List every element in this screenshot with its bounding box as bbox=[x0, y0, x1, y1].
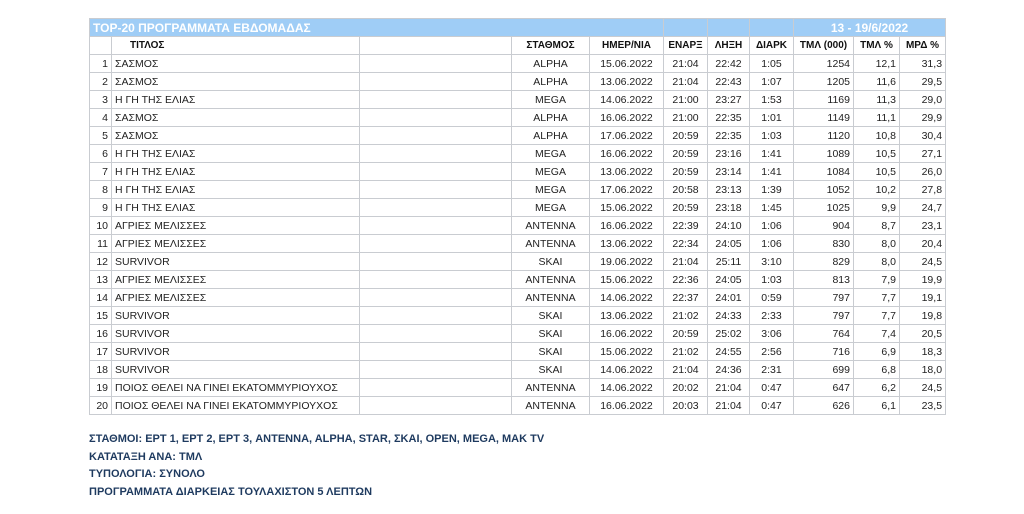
cell-start: 21:02 bbox=[664, 343, 708, 361]
cell-blank bbox=[360, 199, 512, 217]
cell-end: 24:05 bbox=[708, 235, 750, 253]
cell-mrd-pct: 19,1 bbox=[900, 289, 946, 307]
cell-blank bbox=[360, 271, 512, 289]
table-row bbox=[90, 343, 946, 361]
cell-date: 16.06.2022 bbox=[590, 325, 664, 343]
cell-blank bbox=[360, 127, 512, 145]
cell-mrd-pct: 23,5 bbox=[900, 397, 946, 415]
cell-tml-pct: 10,5 bbox=[854, 145, 900, 163]
cell-rank: 18 bbox=[90, 361, 112, 379]
cell-start: 21:02 bbox=[664, 307, 708, 325]
cell-rank: 6 bbox=[90, 145, 112, 163]
cell-rank: 17 bbox=[90, 343, 112, 361]
cell-rank: 14 bbox=[90, 289, 112, 307]
cell-rank: 10 bbox=[90, 217, 112, 235]
table-row bbox=[90, 109, 946, 127]
cell-tml-pct: 11,1 bbox=[854, 109, 900, 127]
cell-tml-pct: 7,4 bbox=[854, 325, 900, 343]
cell-tml-pct: 7,9 bbox=[854, 271, 900, 289]
cell-mrd-pct: 27,8 bbox=[900, 181, 946, 199]
cell-start: 20:02 bbox=[664, 379, 708, 397]
cell-duration: 0:47 bbox=[750, 379, 794, 397]
cell-end: 23:27 bbox=[708, 91, 750, 109]
cell-end: 24:33 bbox=[708, 307, 750, 325]
cell-end: 25:02 bbox=[708, 325, 750, 343]
cell-station: SKAI bbox=[512, 361, 590, 379]
cell-blank bbox=[360, 343, 512, 361]
header-tml-pct: ΤΜΛ % bbox=[854, 37, 900, 55]
note-duration: ΠΡΟΓΡΑΜΜΑΤΑ ΔΙΑΡΚΕΙΑΣ ΤΟΥΛΑΧΙΣΤΟΝ 5 ΛΕΠΤΩΝ bbox=[89, 485, 373, 498]
cell-tml-000: 904 bbox=[794, 217, 854, 235]
cell-blank bbox=[360, 379, 512, 397]
header-title: ΤΙΤΛΟΣ bbox=[112, 37, 360, 55]
cell-duration: 2:33 bbox=[750, 307, 794, 325]
cell-duration: 3:10 bbox=[750, 253, 794, 271]
cell-tml-000: 1025 bbox=[794, 199, 854, 217]
cell-start: 22:39 bbox=[664, 217, 708, 235]
cell-start: 20:58 bbox=[664, 181, 708, 199]
cell-station: SKAI bbox=[512, 343, 590, 361]
table-row bbox=[90, 289, 946, 307]
table-row bbox=[90, 397, 946, 415]
table-row bbox=[90, 73, 946, 91]
cell-date: 17.06.2022 bbox=[590, 127, 664, 145]
note-stations: ΣΤΑΘΜΟΙ: ΕΡΤ 1, ΕΡΤ 2, ΕΡΤ 3, ANTENNA, ALPHA, STAR, ΣΚΑΙ, OPEN, MEGA, MAK TV bbox=[89, 433, 545, 445]
cell-end: 23:16 bbox=[708, 145, 750, 163]
cell-rank: 20 bbox=[90, 397, 112, 415]
table-row bbox=[90, 181, 946, 199]
cell-mrd-pct: 18,3 bbox=[900, 343, 946, 361]
cell-rank: 9 bbox=[90, 199, 112, 217]
cell-station: SKAI bbox=[512, 325, 590, 343]
cell-start: 21:04 bbox=[664, 361, 708, 379]
cell-mrd-pct: 31,3 bbox=[900, 55, 946, 73]
cell-tml-000: 829 bbox=[794, 253, 854, 271]
table-row bbox=[90, 199, 946, 217]
table-row bbox=[90, 253, 946, 271]
cell-blank bbox=[360, 253, 512, 271]
cell-date: 13.06.2022 bbox=[590, 307, 664, 325]
cell-date: 14.06.2022 bbox=[590, 289, 664, 307]
cell-blank bbox=[360, 217, 512, 235]
cell-tml-pct: 8,0 bbox=[854, 235, 900, 253]
cell-duration: 1:53 bbox=[750, 91, 794, 109]
table-row bbox=[90, 55, 946, 73]
cell-title: ΣΑΣΜΟΣ bbox=[112, 127, 360, 145]
cell-rank: 2 bbox=[90, 73, 112, 91]
cell-tml-pct: 11,3 bbox=[854, 91, 900, 109]
header-rank bbox=[90, 37, 112, 55]
cell-date: 14.06.2022 bbox=[590, 379, 664, 397]
cell-title: Η ΓΗ ΤΗΣ ΕΛΙΑΣ bbox=[112, 163, 360, 181]
cell-tml-pct: 6,1 bbox=[854, 397, 900, 415]
cell-rank: 3 bbox=[90, 91, 112, 109]
cell-blank bbox=[360, 145, 512, 163]
cell-title: ΣΑΣΜΟΣ bbox=[112, 55, 360, 73]
cell-rank: 11 bbox=[90, 235, 112, 253]
cell-mrd-pct: 24,7 bbox=[900, 199, 946, 217]
cell-duration: 1:39 bbox=[750, 181, 794, 199]
cell-date: 15.06.2022 bbox=[590, 199, 664, 217]
cell-date: 13.06.2022 bbox=[590, 163, 664, 181]
cell-title: ΣΑΣΜΟΣ bbox=[112, 73, 360, 91]
cell-title: SURVIVOR bbox=[112, 361, 360, 379]
cell-station: SKAI bbox=[512, 307, 590, 325]
cell-tml-pct: 10,8 bbox=[854, 127, 900, 145]
cell-title: ΑΓΡΙΕΣ ΜΕΛΙΣΣΕΣ bbox=[112, 271, 360, 289]
cell-station: MEGA bbox=[512, 199, 590, 217]
cell-duration: 3:06 bbox=[750, 325, 794, 343]
cell-start: 22:36 bbox=[664, 271, 708, 289]
cell-title: ΑΓΡΙΕΣ ΜΕΛΙΣΣΕΣ bbox=[112, 217, 360, 235]
cell-station: MEGA bbox=[512, 163, 590, 181]
cell-title: SURVIVOR bbox=[112, 307, 360, 325]
cell-rank: 16 bbox=[90, 325, 112, 343]
table-title: TOP-20 ΠΡΟΓΡΑΜΜΑΤΑ ΕΒΔΟΜΑΔΑΣ bbox=[90, 19, 664, 37]
cell-duration: 1:45 bbox=[750, 199, 794, 217]
cell-start: 20:59 bbox=[664, 145, 708, 163]
cell-tml-000: 716 bbox=[794, 343, 854, 361]
cell-date: 16.06.2022 bbox=[590, 145, 664, 163]
cell-duration: 1:06 bbox=[750, 235, 794, 253]
header-date: ΗΜΕΡ/ΝΙΑ bbox=[590, 37, 664, 55]
cell-tml-000: 1205 bbox=[794, 73, 854, 91]
cell-mrd-pct: 24,5 bbox=[900, 379, 946, 397]
cell-mrd-pct: 26,0 bbox=[900, 163, 946, 181]
header-station: ΣΤΑΘΜΟΣ bbox=[512, 37, 590, 55]
cell-rank: 4 bbox=[90, 109, 112, 127]
cell-tml-000: 813 bbox=[794, 271, 854, 289]
cell-duration: 1:41 bbox=[750, 163, 794, 181]
cell-station: ANTENNA bbox=[512, 397, 590, 415]
cell-duration: 1:01 bbox=[750, 109, 794, 127]
cell-tml-pct: 6,2 bbox=[854, 379, 900, 397]
ratings-table bbox=[89, 18, 946, 415]
cell-start: 21:04 bbox=[664, 73, 708, 91]
cell-mrd-pct: 19,9 bbox=[900, 271, 946, 289]
cell-date: 14.06.2022 bbox=[590, 91, 664, 109]
table-row bbox=[90, 325, 946, 343]
cell-end: 24:55 bbox=[708, 343, 750, 361]
cell-station: ANTENNA bbox=[512, 217, 590, 235]
cell-duration: 0:47 bbox=[750, 397, 794, 415]
cell-title: SURVIVOR bbox=[112, 253, 360, 271]
cell-station: SKAI bbox=[512, 253, 590, 271]
cell-title: SURVIVOR bbox=[112, 343, 360, 361]
cell-title: ΠΟΙΟΣ ΘΕΛΕΙ ΝΑ ΓΙΝΕΙ ΕΚΑΤΟΜΜΥΡΙΟΥΧΟΣ bbox=[112, 379, 360, 397]
cell-title: Η ΓΗ ΤΗΣ ΕΛΙΑΣ bbox=[112, 91, 360, 109]
cell-tml-pct: 6,8 bbox=[854, 361, 900, 379]
cell-duration: 2:31 bbox=[750, 361, 794, 379]
cell-mrd-pct: 20,4 bbox=[900, 235, 946, 253]
cell-station: ANTENNA bbox=[512, 289, 590, 307]
cell-end: 24:01 bbox=[708, 289, 750, 307]
cell-end: 22:42 bbox=[708, 55, 750, 73]
table-row bbox=[90, 307, 946, 325]
cell-rank: 8 bbox=[90, 181, 112, 199]
cell-tml-000: 699 bbox=[794, 361, 854, 379]
cell-end: 24:05 bbox=[708, 271, 750, 289]
cell-start: 20:59 bbox=[664, 163, 708, 181]
cell-mrd-pct: 19,8 bbox=[900, 307, 946, 325]
cell-station: ALPHA bbox=[512, 55, 590, 73]
cell-rank: 7 bbox=[90, 163, 112, 181]
cell-end: 25:11 bbox=[708, 253, 750, 271]
cell-station: MEGA bbox=[512, 91, 590, 109]
cell-station: ANTENNA bbox=[512, 379, 590, 397]
cell-rank: 19 bbox=[90, 379, 112, 397]
cell-start: 20:59 bbox=[664, 127, 708, 145]
cell-tml-000: 1254 bbox=[794, 55, 854, 73]
cell-start: 20:03 bbox=[664, 397, 708, 415]
cell-date: 16.06.2022 bbox=[590, 397, 664, 415]
cell-blank bbox=[360, 73, 512, 91]
cell-date: 15.06.2022 bbox=[590, 343, 664, 361]
cell-end: 23:14 bbox=[708, 163, 750, 181]
cell-blank bbox=[360, 325, 512, 343]
cell-end: 24:36 bbox=[708, 361, 750, 379]
table-row bbox=[90, 163, 946, 181]
cell-mrd-pct: 20,5 bbox=[900, 325, 946, 343]
header-start: ΕΝΑΡΞ bbox=[664, 37, 708, 55]
table-row bbox=[90, 217, 946, 235]
notes-block bbox=[89, 431, 544, 501]
note-ranking: ΚΑΤΑΤΑΞΗ ΑΝΑ: ΤΜΛ bbox=[89, 450, 203, 463]
date-range: 13 - 19/6/2022 bbox=[794, 19, 946, 37]
cell-tml-pct: 8,7 bbox=[854, 217, 900, 235]
cell-end: 22:43 bbox=[708, 73, 750, 91]
cell-start: 21:00 bbox=[664, 91, 708, 109]
cell-end: 21:04 bbox=[708, 397, 750, 415]
header-mrd-pct: ΜΡΔ % bbox=[900, 37, 946, 55]
cell-end: 23:18 bbox=[708, 199, 750, 217]
cell-title: ΑΓΡΙΕΣ ΜΕΛΙΣΣΕΣ bbox=[112, 235, 360, 253]
table-title-bar bbox=[90, 19, 946, 37]
cell-title: ΠΟΙΟΣ ΘΕΛΕΙ ΝΑ ΓΙΝΕΙ ΕΚΑΤΟΜΜΥΡΙΟΥΧΟΣ bbox=[112, 397, 360, 415]
cell-duration: 0:59 bbox=[750, 289, 794, 307]
cell-blank bbox=[360, 289, 512, 307]
cell-duration: 1:05 bbox=[750, 55, 794, 73]
header-tml-000: ΤΜΛ (000) bbox=[794, 37, 854, 55]
cell-date: 15.06.2022 bbox=[590, 271, 664, 289]
table-row bbox=[90, 379, 946, 397]
cell-blank bbox=[360, 397, 512, 415]
cell-date: 14.06.2022 bbox=[590, 361, 664, 379]
cell-rank: 12 bbox=[90, 253, 112, 271]
cell-end: 22:35 bbox=[708, 109, 750, 127]
table-row bbox=[90, 271, 946, 289]
cell-tml-pct: 7,7 bbox=[854, 307, 900, 325]
header-blank bbox=[360, 37, 512, 55]
cell-date: 17.06.2022 bbox=[590, 181, 664, 199]
cell-mrd-pct: 23,1 bbox=[900, 217, 946, 235]
cell-end: 23:13 bbox=[708, 181, 750, 199]
cell-mrd-pct: 18,0 bbox=[900, 361, 946, 379]
cell-blank bbox=[360, 91, 512, 109]
cell-date: 16.06.2022 bbox=[590, 109, 664, 127]
table-row bbox=[90, 235, 946, 253]
cell-title: ΑΓΡΙΕΣ ΜΕΛΙΣΣΕΣ bbox=[112, 289, 360, 307]
cell-station: ANTENNA bbox=[512, 271, 590, 289]
cell-mrd-pct: 24,5 bbox=[900, 253, 946, 271]
cell-title: Η ΓΗ ΤΗΣ ΕΛΙΑΣ bbox=[112, 199, 360, 217]
cell-tml-000: 1089 bbox=[794, 145, 854, 163]
cell-title: ΣΑΣΜΟΣ bbox=[112, 109, 360, 127]
cell-tml-000: 1149 bbox=[794, 109, 854, 127]
table-header-row bbox=[90, 37, 946, 55]
cell-blank bbox=[360, 235, 512, 253]
cell-tml-000: 797 bbox=[794, 307, 854, 325]
cell-blank bbox=[360, 55, 512, 73]
cell-mrd-pct: 29,9 bbox=[900, 109, 946, 127]
cell-mrd-pct: 29,0 bbox=[900, 91, 946, 109]
cell-duration: 1:07 bbox=[750, 73, 794, 91]
cell-rank: 1 bbox=[90, 55, 112, 73]
cell-tml-000: 1052 bbox=[794, 181, 854, 199]
cell-duration: 1:06 bbox=[750, 217, 794, 235]
cell-blank bbox=[360, 307, 512, 325]
cell-date: 13.06.2022 bbox=[590, 235, 664, 253]
cell-tml-000: 764 bbox=[794, 325, 854, 343]
cell-tml-pct: 8,0 bbox=[854, 253, 900, 271]
note-typology: ΤΥΠΟΛΟΓΙΑ: ΣΥΝΟΛΟ bbox=[89, 468, 205, 480]
cell-start: 21:00 bbox=[664, 109, 708, 127]
table-row bbox=[90, 361, 946, 379]
cell-tml-pct: 6,9 bbox=[854, 343, 900, 361]
cell-blank bbox=[360, 181, 512, 199]
cell-station: MEGA bbox=[512, 181, 590, 199]
cell-station: ANTENNA bbox=[512, 235, 590, 253]
cell-mrd-pct: 29,5 bbox=[900, 73, 946, 91]
table-row bbox=[90, 91, 946, 109]
cell-end: 22:35 bbox=[708, 127, 750, 145]
cell-tml-pct: 10,5 bbox=[854, 163, 900, 181]
cell-tml-000: 626 bbox=[794, 397, 854, 415]
cell-start: 20:59 bbox=[664, 325, 708, 343]
cell-tml-000: 1120 bbox=[794, 127, 854, 145]
cell-date: 13.06.2022 bbox=[590, 73, 664, 91]
cell-start: 22:34 bbox=[664, 235, 708, 253]
cell-station: ALPHA bbox=[512, 127, 590, 145]
cell-title: Η ΓΗ ΤΗΣ ΕΛΙΑΣ bbox=[112, 145, 360, 163]
cell-date: 19.06.2022 bbox=[590, 253, 664, 271]
cell-tml-pct: 12,1 bbox=[854, 55, 900, 73]
cell-duration: 1:41 bbox=[750, 145, 794, 163]
cell-blank bbox=[360, 109, 512, 127]
cell-tml-pct: 9,9 bbox=[854, 199, 900, 217]
cell-station: MEGA bbox=[512, 145, 590, 163]
cell-start: 21:04 bbox=[664, 55, 708, 73]
cell-start: 20:59 bbox=[664, 199, 708, 217]
cell-tml-000: 647 bbox=[794, 379, 854, 397]
cell-tml-000: 797 bbox=[794, 289, 854, 307]
cell-tml-pct: 7,7 bbox=[854, 289, 900, 307]
cell-end: 21:04 bbox=[708, 379, 750, 397]
cell-duration: 1:03 bbox=[750, 127, 794, 145]
cell-rank: 5 bbox=[90, 127, 112, 145]
cell-date: 15.06.2022 bbox=[590, 55, 664, 73]
cell-station: ALPHA bbox=[512, 73, 590, 91]
cell-tml-pct: 10,2 bbox=[854, 181, 900, 199]
cell-date: 16.06.2022 bbox=[590, 217, 664, 235]
cell-duration: 1:03 bbox=[750, 271, 794, 289]
cell-start: 21:04 bbox=[664, 253, 708, 271]
cell-tml-pct: 11,6 bbox=[854, 73, 900, 91]
cell-blank bbox=[360, 361, 512, 379]
cell-blank bbox=[360, 163, 512, 181]
header-duration: ΔΙΑΡΚ bbox=[750, 37, 794, 55]
cell-rank: 15 bbox=[90, 307, 112, 325]
cell-end: 24:10 bbox=[708, 217, 750, 235]
cell-tml-000: 830 bbox=[794, 235, 854, 253]
cell-rank: 13 bbox=[90, 271, 112, 289]
cell-mrd-pct: 27,1 bbox=[900, 145, 946, 163]
header-end: ΛΗΞΗ bbox=[708, 37, 750, 55]
cell-title: SURVIVOR bbox=[112, 325, 360, 343]
cell-station: ALPHA bbox=[512, 109, 590, 127]
table-row bbox=[90, 127, 946, 145]
cell-title: Η ΓΗ ΤΗΣ ΕΛΙΑΣ bbox=[112, 181, 360, 199]
cell-tml-000: 1169 bbox=[794, 91, 854, 109]
cell-start: 22:37 bbox=[664, 289, 708, 307]
cell-duration: 2:56 bbox=[750, 343, 794, 361]
cell-tml-000: 1084 bbox=[794, 163, 854, 181]
cell-mrd-pct: 30,4 bbox=[900, 127, 946, 145]
table-row bbox=[90, 145, 946, 163]
